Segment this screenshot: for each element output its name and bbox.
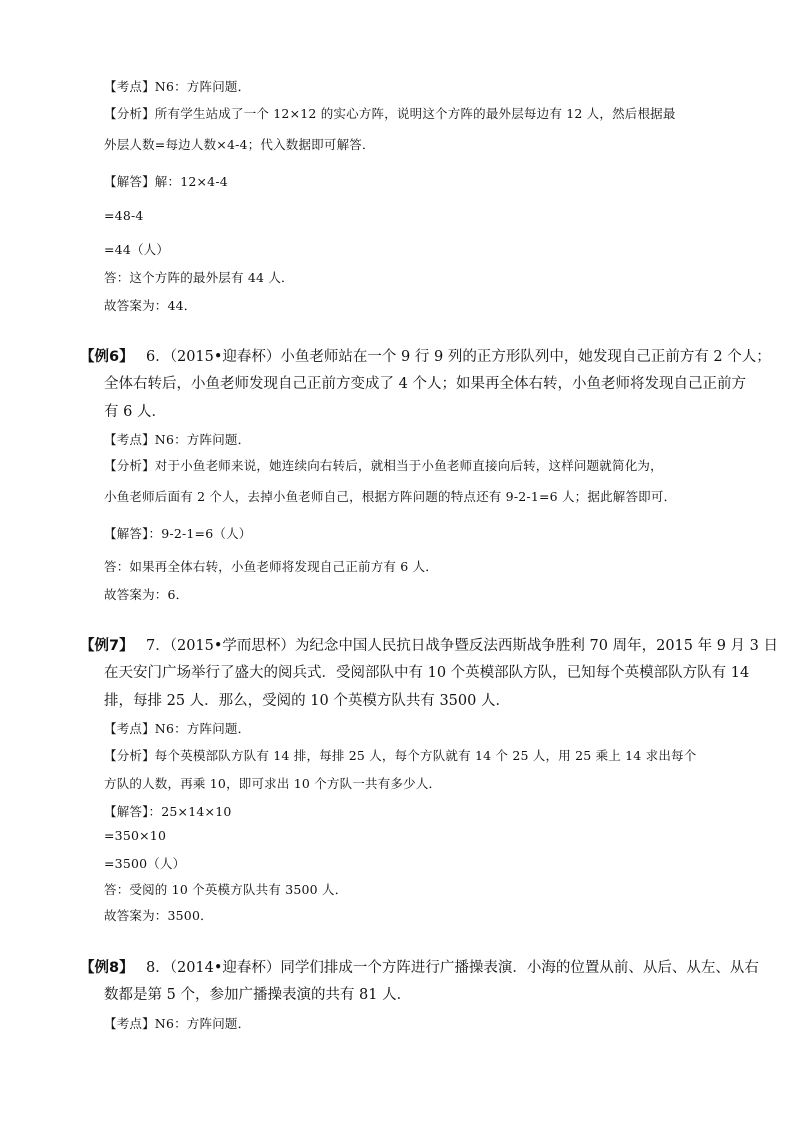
analysis-6-line1: 【分析】对于小鱼老师来说，她连续向右转后，就相当于小鱼老师直接向后转，这样问题就简化为，	[104, 458, 663, 473]
solution-1-step1: =48-4	[104, 208, 144, 223]
example-8-line1: 8．（2014•迎春杯）同学们排成一个方阵进行广播操表演．小海的位置从前、从后、从左、从右	[146, 960, 759, 976]
example-7-tag: 【例7】	[80, 638, 134, 654]
kaodian-1: 【考点】N6：方阵问题．	[104, 79, 251, 94]
kaodian-7: 【考点】N6：方阵问题．	[104, 721, 251, 736]
example-6-line3: 有 6 人．	[104, 404, 166, 420]
example-6-line1: 6．（2015•迎春杯）小鱼老师站在一个 9 行 9 列的正方形队列中，她发现自己正前方有 2 个人；	[146, 349, 771, 365]
example-6-tag: 【例6】	[80, 349, 134, 365]
example-8-tag: 【例8】	[80, 960, 134, 976]
answer-7: 答：受阅的 10 个英模方队共有 3500 人．	[104, 882, 348, 897]
analysis-1-line2: 外层人数=每边人数×4-4；代入数据即可解答．	[104, 137, 375, 152]
analysis-7-line2: 方队的人数，再乘 10，即可求出 10 个方队一共有多少人．	[104, 776, 442, 791]
analysis-7-line1: 【分析】每个英模部队方队有 14 排，每排 25 人，每个方队就有 14 个 25 人，用 25 乘上 14 求出每个	[104, 748, 697, 763]
kaodian-8: 【考点】N6：方阵问题．	[104, 1016, 251, 1031]
example-7-line2: 在天安门广场举行了盛大的阅兵式．受阅部队中有 10 个英模部队方队，已知每个英模部队方队有 14	[104, 665, 750, 681]
answer-6: 答：如果再全体右转，小鱼老师将发现自己正前方有 6 人．	[104, 559, 439, 574]
kaodian-6: 【考点】N6：方阵问题．	[104, 432, 251, 447]
example-7-line1: 7．（2015•学而思杯）为纪念中国人民抗日战争暨反法西斯战争胜利 70 周年，2015 年 9 月 3 日	[146, 638, 778, 654]
final-answer-1: 故答案为：44．	[104, 298, 197, 313]
solution-6: 【解答】：9-2-1=6（人）	[104, 526, 252, 541]
example-6-line2: 全体右转后，小鱼老师发现自己正前方变成了 4 个人；如果再全体右转，小鱼老师将发现自己正前方	[104, 376, 746, 392]
answer-1: 答：这个方阵的最外层有 44 人．	[104, 270, 294, 285]
final-answer-7: 故答案为：3500．	[104, 908, 213, 923]
example-8-line2: 数都是第 5 个，参加广播操表演的共有 81 人．	[104, 987, 412, 1003]
analysis-6-line2: 小鱼老师后面有 2 个人，去掉小鱼老师自己，根据方阵问题的特点还有 9-2-1=6 人；据此解答即可．	[104, 489, 677, 504]
solution-7-step1: =350×10	[104, 828, 167, 843]
solution-7-step2: =3500（人）	[104, 856, 186, 871]
solution-7: 【解答】：25×14×10	[104, 804, 232, 819]
final-answer-6: 故答案为：6．	[104, 587, 189, 602]
solution-1: 【解答】解：12×4-4	[104, 174, 228, 189]
analysis-1-line1: 【分析】所有学生站成了一个 12×12 的实心方阵，说明这个方阵的最外层每边有 12 人，然后根据最	[104, 106, 676, 121]
solution-1-step2: =44（人）	[104, 242, 170, 257]
example-7-line3: 排，每排 25 人．那么，受阅的 10 个英模方队共有 3500 人．	[104, 693, 510, 709]
